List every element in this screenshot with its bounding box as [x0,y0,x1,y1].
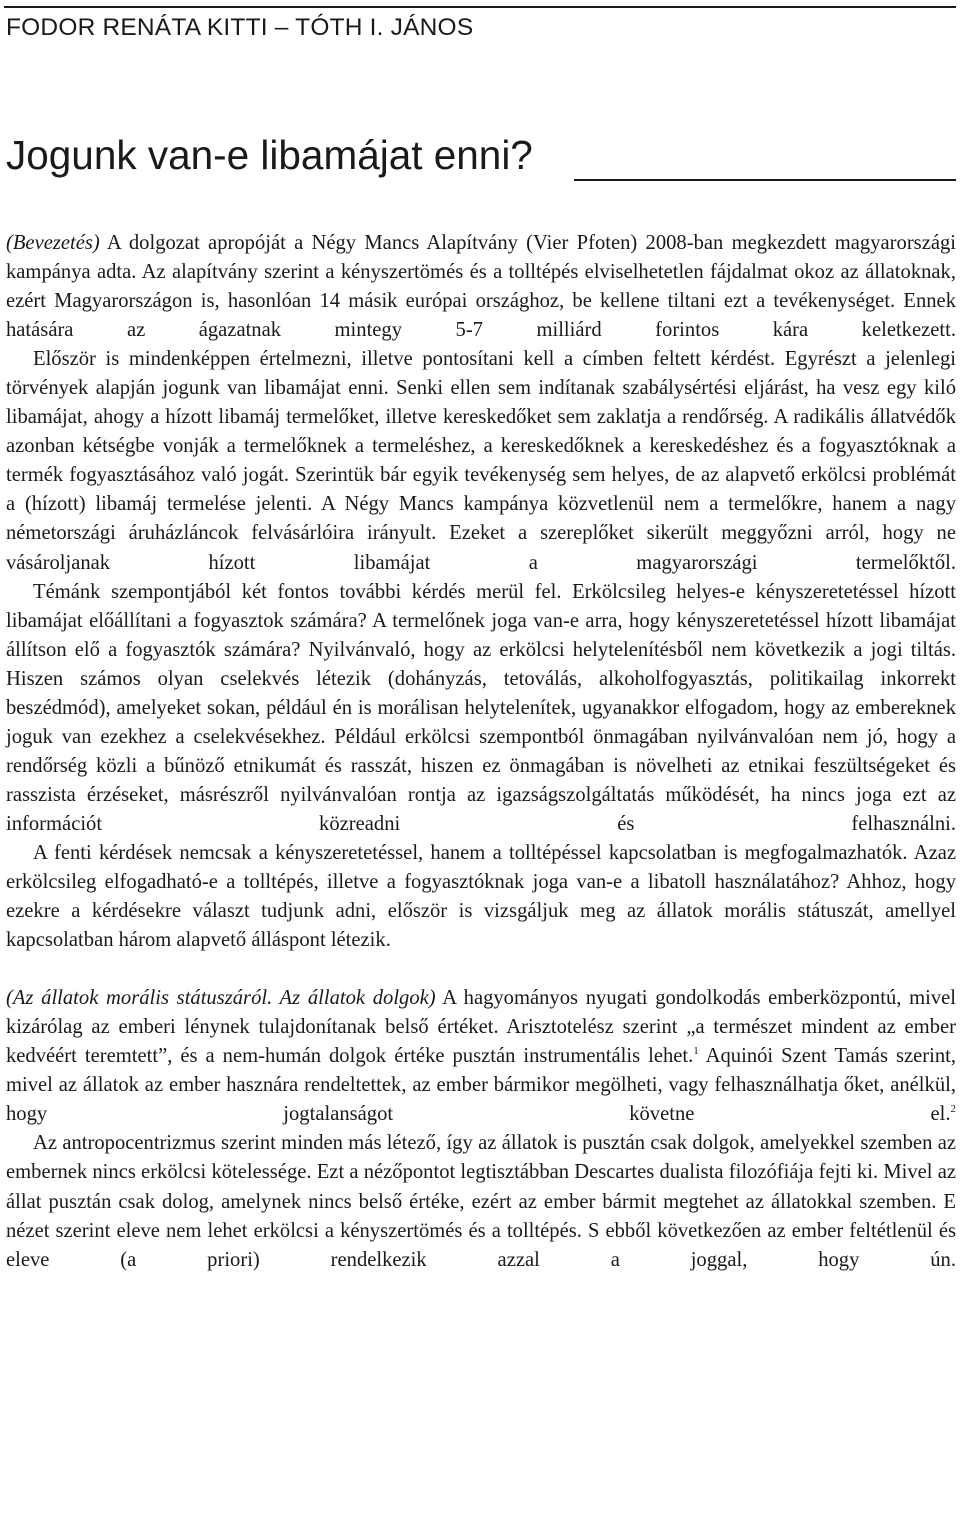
footnote-ref-2[interactable]: 2 [950,1103,956,1116]
paragraph-text: Témánk szempontjából két fontos további kérdés merül fel. Erkölcsileg helyes-e kényszeretetéssel hízott libamájat előállítani a fogyasztok számára? A termelőnek joga van-e arra, hogy kényszeretetéssel hízott libamájat állítson elő a fogyasztók számára? Nyilvánvaló, hogy az erkölcsi helytelenítésből nem következik a jogi tiltás. Hiszen számos olyan cselekvés létezik (dohányzás, tetoválás, alkoholfogyasztás, politikailag inkorrekt beszédmód), amelyeket sokan, például én is morálisan helytelenítek, ugyanakkor elfogadom, hogy az embereknek joguk van ezekhez a cselekvésekhez. Például erkölcsi szempontból önmagában nyilvánvalóan nem jó, hogy a rendőrség közli a bűnöző etnikumát és rasszát, hiszen ez önmagában is növelheti az etnikai feszültségeket és rasszista érzéseket, másrészről nyilvánvalóan rontja az igazságszolgáltatás működését, ha nincs joga ezt az információt közreadni és felhasználni. [6,580,956,835]
section-lead-moral-status: (Az állatok morális státuszáról. Az állatok dolgok) [6,987,436,1010]
header-rule [4,6,956,8]
paragraph-text: A dolgozat apropóját a Négy Mancs Alapítvány (Vier Pfoten) 2008-ban megkezdett magyarországi kampánya adta. Az alapítvány szerint a kényszertömés és a tolltépés elviselhetetlen fájdalmat okoz az állatoknak, ezért Magyarországon is, hasonlóan 14 másik európai országhoz, be kellene tiltani ezt a tevékenységet. Ennek hatására az ágazatnak mintegy 5-7 milliárd forintos kára keletkezett. [6,232,956,342]
paragraph-introduction [6,229,956,345]
paragraph-moral-status [6,984,956,1129]
paragraph [6,345,956,577]
paragraph [6,839,956,955]
section-lead-introduction: (Bevezetés) [6,232,100,254]
title-rule [574,179,956,181]
paragraph-text: Először is mindenképpen értelmezni, illetve pontosítani kell a címben feltett kérdést. Egyrészt a jelenlegi törvények alapján jogunk van libamájat enni. Senki ellen sem indítanak szabálysértési eljárást, ha vesz egy kiló libamájat, ahogy a hízott libamáj termelőket, illetve kereskedőket sem zaklatja a rendőrség. A radikális állatvédők azonban kétségbe vonják a termelőknek a termeléshez, a kereskedőknek a kereskedéshez és a fogyasztóknak a termék fogyasztásához való jogát. Szerintük bár egyik tevékenység sem helyes, de az alapvető erkölcsi problémát a (hízott) libamáj termelése jelenti. A Négy Mancs kampánya közvetlenül nem a termelőkre, hanem a nagy németországi áruházláncok felvásárlóira irányult. Ezeket a szereplőket sikerült meggyőzni arról, hogy ne vásároljanak hízott libamájat a magyarországi termelőktől. [6,348,956,574]
article-body [6,229,956,1275]
paragraph-text: Az antropocentrizmus szerint minden más létező, így az állatok is pusztán csak dolgok, amelyekkel szemben az embernek nincs erkölcsi kötelessége. Ezt a nézőpontot legtisztábban Descartes dualista filozófiája fejti ki. Mivel az állat pusztán csak dolog, amelynek nincs belső értéke, ezért az ember bármit megtehet az állatokkal szemben. E nézet szerint eleve nem lehet erkölcsi a kényszertömés és a tolltépés. S ebből következően az ember feltétlenül és eleve (a priori) rendelkezik azzal a joggal, hogy ún. [6,1132,956,1271]
running-header-authors: FODOR RENÁTA KITTI – TÓTH I. JÁNOS [6,14,474,41]
article-title: Jogunk van-e libamájat enni? [6,132,533,178]
paragraph-text: A fenti kérdések nemcsak a kényszeretetéssel, hanem a tolltépéssel kapcsolatban is megfogalmazhatók. Azaz erkölcsileg elfogadható-e a tolltépés, illetve a fogyasztóknak joga van-e a libatoll használatához? Ahhoz, hogy ezekre a kérdésekre választ tudjunk adni, először is vizsgáljuk meg az állatok morális státuszát, amellyel kapcsolatban három alapvető álláspont létezik. [6,841,956,952]
paragraph [6,578,956,839]
footnote-ref-1[interactable]: 1 [693,1045,699,1058]
paragraph [6,1129,956,1274]
paragraph-text: Aquinói Szent Tamás szerint, mivel az állatok az ember hasznára rendeltettek, az ember bármikor megölheti, vagy felhasználhatja őket, anélkül, hogy jogtalanságot követne el. [6,1045,956,1126]
paragraph-text: A hagyományos nyugati gondolkodás emberközpontú, mivel kizárólag az emberi lénynek tulajdonítanak belső értéket. Arisztotelész szerint „a természet mindent az ember kedvéért teremtett”, és a nem-humán dolgok értéke pusztán instrumentális lehet. [6,987,956,1068]
